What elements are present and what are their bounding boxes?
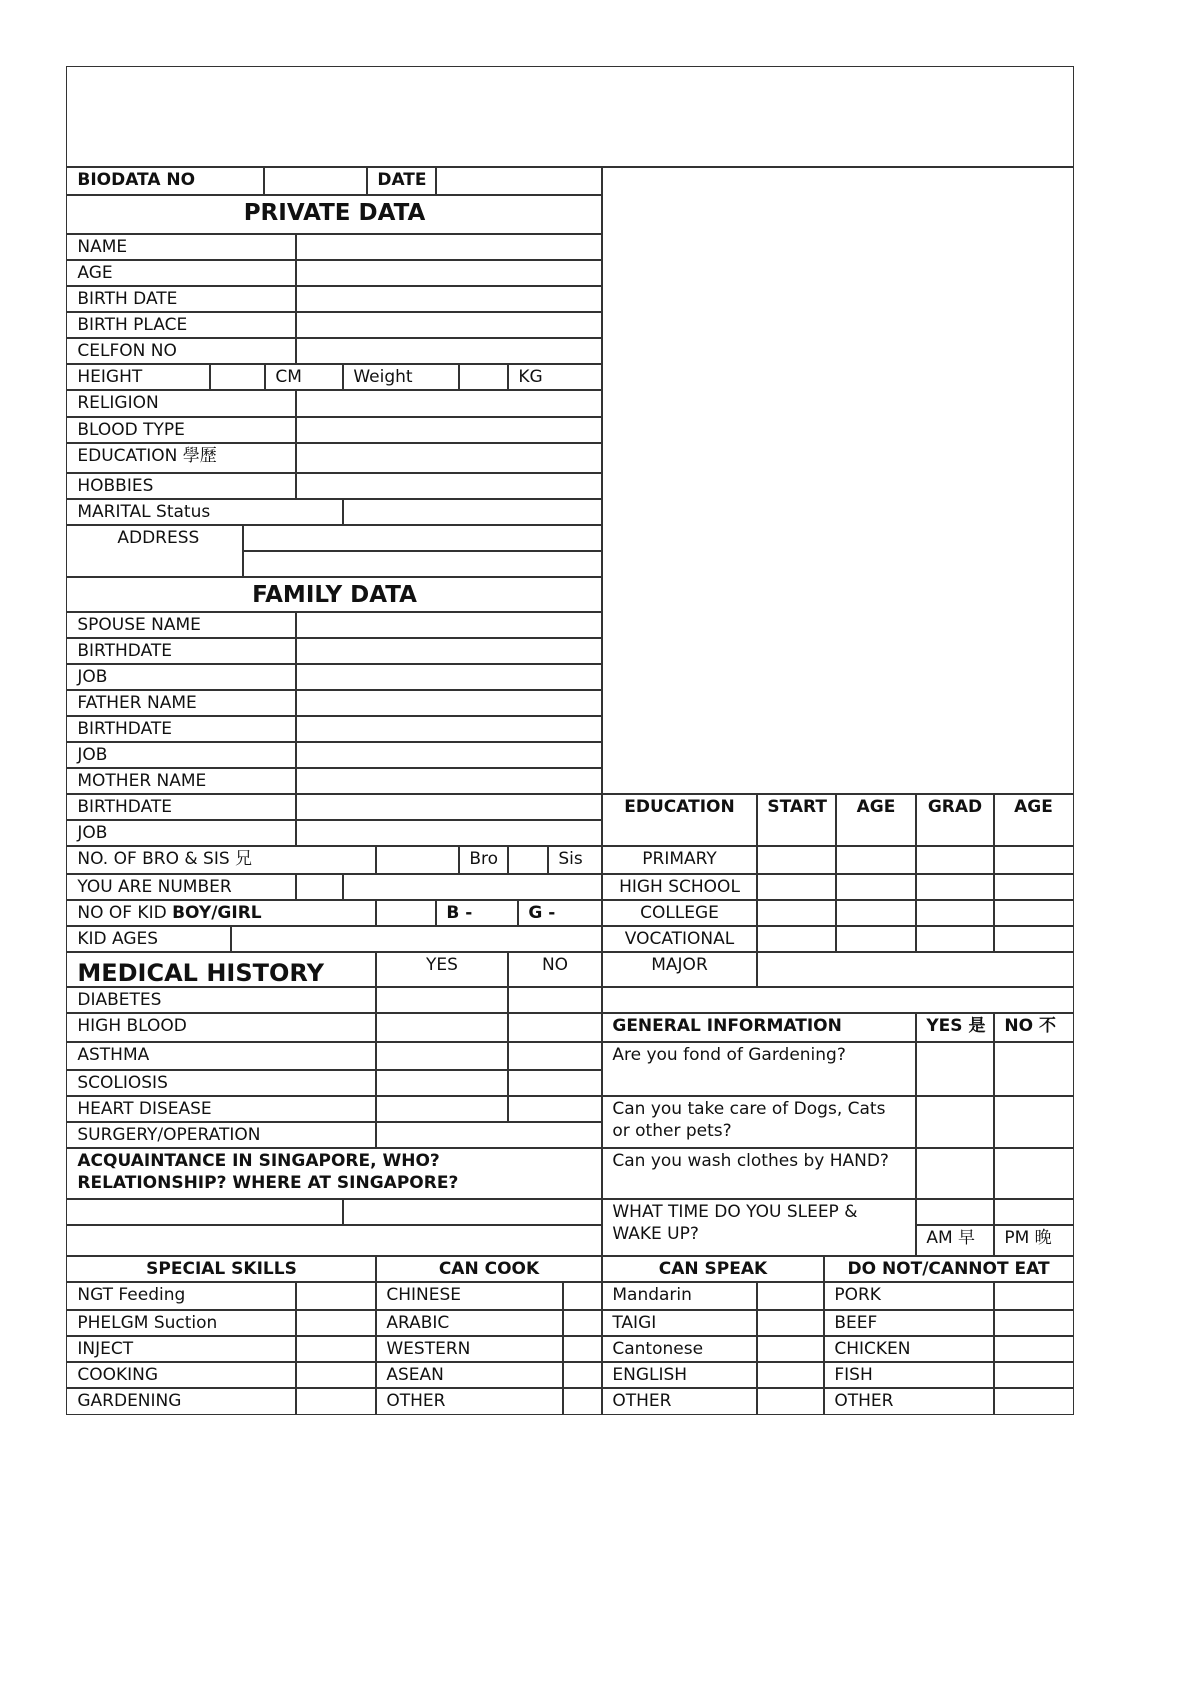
- primary-grad-age[interactable]: [993, 845, 1073, 874]
- vocational-grad[interactable]: [915, 925, 994, 952]
- speak-item: TAIGI: [601, 1309, 757, 1336]
- marital-field[interactable]: [342, 498, 602, 525]
- eat-item: CHICKEN: [823, 1335, 994, 1362]
- q-gardening-yes[interactable]: [915, 1041, 994, 1096]
- high-school-age[interactable]: [835, 873, 916, 900]
- page-title: [66, 66, 1073, 167]
- height-label: HEIGHT: [66, 363, 210, 390]
- cook-check[interactable]: [562, 1309, 602, 1336]
- vocational-age[interactable]: [835, 925, 916, 952]
- diabetes-no[interactable]: [507, 986, 602, 1013]
- eat-check[interactable]: [993, 1281, 1073, 1310]
- q-gardening: Are you fond of Gardening?: [601, 1041, 916, 1096]
- surgery-label: SURGERY/OPERATION: [66, 1121, 376, 1148]
- father-birthdate-label: BIRTHDATE: [66, 715, 296, 742]
- speak-check[interactable]: [756, 1309, 824, 1336]
- cook-item: OTHER: [375, 1387, 563, 1414]
- blood-type-field[interactable]: [295, 416, 602, 443]
- education-header: EDUCATION: [601, 793, 757, 846]
- scoliosis-no[interactable]: [507, 1069, 602, 1096]
- address-field-1[interactable]: [242, 524, 602, 551]
- college-label: COLLEGE: [601, 899, 757, 926]
- eat-item: PORK: [823, 1281, 994, 1310]
- height-field[interactable]: [209, 363, 265, 390]
- religion-label: RELIGION: [66, 389, 296, 417]
- eat-item: FISH: [823, 1361, 994, 1388]
- high-blood-no[interactable]: [507, 1012, 602, 1042]
- religion-field[interactable]: [295, 389, 602, 417]
- medical-no-header: NO: [507, 951, 602, 987]
- asthma-label: ASTHMA: [66, 1041, 376, 1070]
- celfon-no-field[interactable]: [295, 337, 602, 364]
- spouse-name-label: SPOUSE NAME: [66, 611, 296, 638]
- cook-item: WESTERN: [375, 1335, 563, 1362]
- skill-check[interactable]: [295, 1335, 376, 1362]
- major-field[interactable]: [756, 951, 1073, 987]
- skill-item: INJECT: [66, 1335, 296, 1362]
- section-private-data: PRIVATE DATA: [66, 194, 602, 234]
- high-school-grad[interactable]: [915, 873, 994, 900]
- section-medical-history: MEDICAL HISTORY: [66, 951, 376, 987]
- scoliosis-yes[interactable]: [375, 1069, 508, 1096]
- you-number-label: YOU ARE NUMBER: [66, 873, 296, 900]
- acquaintance-field-1[interactable]: [66, 1198, 343, 1225]
- bro-sis-label: NO. OF BRO & SIS 兄: [66, 845, 376, 874]
- general-no-header: NO 不: [993, 1012, 1073, 1042]
- age-header-2: AGE: [993, 793, 1073, 846]
- medical-yes-header: YES: [375, 951, 508, 987]
- cm-label: CM: [264, 363, 343, 390]
- skill-check[interactable]: [295, 1281, 376, 1310]
- primary-label: PRIMARY: [601, 845, 757, 874]
- mother-job-label: JOB: [66, 819, 296, 846]
- father-job-label: JOB: [66, 741, 296, 768]
- speak-item: Mandarin: [601, 1281, 757, 1310]
- general-yes-header: YES 是: [915, 1012, 994, 1042]
- age-header-1: AGE: [835, 793, 916, 846]
- q-wash-no[interactable]: [993, 1147, 1073, 1199]
- high-blood-label: HIGH BLOOD: [66, 1012, 376, 1042]
- can-cook-header: CAN COOK: [375, 1255, 602, 1282]
- cook-check[interactable]: [562, 1387, 602, 1414]
- q-gardening-no[interactable]: [993, 1041, 1073, 1096]
- cook-check[interactable]: [562, 1335, 602, 1362]
- date-label: DATE: [366, 166, 436, 195]
- college-grad-age[interactable]: [993, 899, 1073, 926]
- spacer-row: [601, 986, 1073, 1013]
- q-sleep: WHAT TIME DO YOU SLEEP & WAKE UP?: [601, 1198, 916, 1256]
- primary-age[interactable]: [835, 845, 916, 874]
- bro-sis-field[interactable]: [375, 845, 459, 874]
- college-age[interactable]: [835, 899, 916, 926]
- father-birthdate-field[interactable]: [295, 715, 602, 742]
- birth-place-label: BIRTH PLACE: [66, 311, 296, 338]
- high-school-label: HIGH SCHOOL: [601, 873, 757, 900]
- skill-item: NGT Feeding: [66, 1281, 296, 1310]
- age-field[interactable]: [295, 259, 602, 286]
- scoliosis-label: SCOLIOSIS: [66, 1069, 376, 1096]
- mother-name-label: MOTHER NAME: [66, 767, 296, 794]
- grad-header: GRAD: [915, 793, 994, 846]
- cook-item: ASEAN: [375, 1361, 563, 1388]
- eat-item: OTHER: [823, 1387, 994, 1414]
- q-pets: Can you take care of Dogs, Cats or other pets?: [601, 1095, 916, 1148]
- marital-label: MARITAL Status: [66, 498, 343, 525]
- hobbies-field[interactable]: [295, 472, 602, 499]
- major-label: MAJOR: [601, 951, 757, 987]
- acquaintance-field-3[interactable]: [66, 1224, 602, 1256]
- do-not-eat-header: DO NOT/CANNOT EAT: [823, 1255, 1073, 1282]
- hobbies-label: HOBBIES: [66, 472, 296, 499]
- girl-label: G -: [517, 899, 602, 926]
- father-name-label: FATHER NAME: [66, 689, 296, 716]
- mother-birthdate-label: BIRTHDATE: [66, 793, 296, 820]
- spouse-job-field[interactable]: [295, 663, 602, 690]
- education-field[interactable]: [295, 442, 602, 473]
- boy-label: B -: [435, 899, 518, 926]
- asthma-yes[interactable]: [375, 1041, 508, 1070]
- skill-item: COOKING: [66, 1361, 296, 1388]
- spouse-birthdate-label: BIRTHDATE: [66, 637, 296, 664]
- start-header: START: [756, 793, 836, 846]
- age-label: AGE: [66, 259, 296, 286]
- heart-disease-yes[interactable]: [375, 1095, 508, 1122]
- celfon-no-label: CELFON NO: [66, 337, 296, 364]
- eat-check[interactable]: [993, 1335, 1073, 1362]
- kid-label: [66, 899, 376, 926]
- skill-item: GARDENING: [66, 1387, 296, 1414]
- q-wash-yes[interactable]: [915, 1147, 994, 1199]
- kg-label: KG: [507, 363, 602, 390]
- skill-check[interactable]: [295, 1361, 376, 1388]
- acquaintance-label: ACQUAINTANCE IN SINGAPORE, WHO? RELATIONSHIP? WHERE AT SINGAPORE?: [66, 1147, 602, 1199]
- cook-item: ARABIC: [375, 1309, 563, 1336]
- college-grad[interactable]: [915, 899, 994, 926]
- diabetes-yes[interactable]: [375, 986, 508, 1013]
- sis-label: Sis: [547, 845, 602, 874]
- cook-check[interactable]: [562, 1281, 602, 1310]
- eat-check[interactable]: [993, 1309, 1073, 1336]
- birth-date-label: BIRTH DATE: [66, 285, 296, 312]
- acquaintance-field-2[interactable]: [342, 1198, 602, 1225]
- photo-box: [601, 166, 1073, 794]
- you-number-extra[interactable]: [342, 873, 602, 900]
- speak-check[interactable]: [756, 1387, 824, 1414]
- name-field[interactable]: [295, 233, 602, 260]
- weight-label: Weight: [342, 363, 459, 390]
- vocational-start[interactable]: [756, 925, 836, 952]
- heart-disease-no[interactable]: [507, 1095, 602, 1122]
- heart-disease-label: HEART DISEASE: [66, 1095, 376, 1122]
- skill-check[interactable]: [295, 1387, 376, 1414]
- eat-check[interactable]: [993, 1361, 1073, 1388]
- q-sleep-pm-field[interactable]: [993, 1198, 1073, 1225]
- speak-check[interactable]: [756, 1281, 824, 1310]
- name-label: NAME: [66, 233, 296, 260]
- kid-label-boy-girl: BOY/GIRL: [172, 903, 262, 924]
- eat-check[interactable]: [993, 1387, 1073, 1414]
- spouse-birthdate-field[interactable]: [295, 637, 602, 664]
- am-label: AM 早: [915, 1224, 994, 1256]
- speak-check[interactable]: [756, 1361, 824, 1388]
- father-name-field[interactable]: [295, 689, 602, 716]
- asthma-no[interactable]: [507, 1041, 602, 1070]
- special-skills-header: SPECIAL SKILLS: [66, 1255, 376, 1282]
- speak-check[interactable]: [756, 1335, 824, 1362]
- kid-ages-label: KID AGES: [66, 925, 231, 952]
- speak-item: Cantonese: [601, 1335, 757, 1362]
- birth-date-field[interactable]: [295, 285, 602, 312]
- skill-check[interactable]: [295, 1309, 376, 1336]
- weight-field[interactable]: [458, 363, 508, 390]
- cook-check[interactable]: [562, 1361, 602, 1388]
- q-pets-yes[interactable]: [915, 1095, 994, 1148]
- blood-type-label: BLOOD TYPE: [66, 416, 296, 443]
- bro-label: Bro: [458, 845, 508, 874]
- pm-label: PM 晚: [993, 1224, 1073, 1256]
- kid-label-text: NO OF KID: [77, 903, 173, 924]
- high-blood-yes[interactable]: [375, 1012, 508, 1042]
- diabetes-label: DIABETES: [66, 986, 376, 1013]
- address-label: ADDRESS: [66, 524, 243, 577]
- birth-place-field[interactable]: [295, 311, 602, 338]
- eat-item: BEEF: [823, 1309, 994, 1336]
- mother-job-field[interactable]: [295, 819, 602, 846]
- primary-start[interactable]: [756, 845, 836, 874]
- kid-ages-field[interactable]: [230, 925, 602, 952]
- biodata-no-field[interactable]: [263, 166, 367, 195]
- mother-name-field[interactable]: [295, 767, 602, 794]
- kid-field[interactable]: [375, 899, 436, 926]
- spouse-job-label: JOB: [66, 663, 296, 690]
- high-school-grad-age[interactable]: [993, 873, 1073, 900]
- primary-grad[interactable]: [915, 845, 994, 874]
- q-wash: Can you wash clothes by HAND?: [601, 1147, 916, 1199]
- surgery-field[interactable]: [375, 1121, 602, 1148]
- speak-item: OTHER: [601, 1387, 757, 1414]
- spouse-name-field[interactable]: [295, 611, 602, 638]
- bro-field[interactable]: [507, 845, 548, 874]
- cook-item: CHINESE: [375, 1281, 563, 1310]
- q-pets-no[interactable]: [993, 1095, 1073, 1148]
- you-number-field[interactable]: [295, 873, 343, 900]
- education-label: EDUCATION 學歷: [66, 442, 296, 473]
- can-speak-header: CAN SPEAK: [601, 1255, 824, 1282]
- college-start[interactable]: [756, 899, 836, 926]
- high-school-start[interactable]: [756, 873, 836, 900]
- father-job-field[interactable]: [295, 741, 602, 768]
- vocational-grad-age[interactable]: [993, 925, 1073, 952]
- date-field[interactable]: [435, 166, 602, 195]
- biodata-no-label: BIODATA NO: [66, 166, 264, 195]
- skill-item: PHELGM Suction: [66, 1309, 296, 1336]
- speak-item: ENGLISH: [601, 1361, 757, 1388]
- general-info-header: GENERAL INFORMATION: [601, 1012, 916, 1042]
- vocational-label: VOCATIONAL: [601, 925, 757, 952]
- section-family-data: FAMILY DATA: [66, 576, 602, 612]
- address-field-2[interactable]: [242, 550, 602, 577]
- q-sleep-am-field[interactable]: [915, 1198, 994, 1225]
- mother-birthdate-field[interactable]: [295, 793, 602, 820]
